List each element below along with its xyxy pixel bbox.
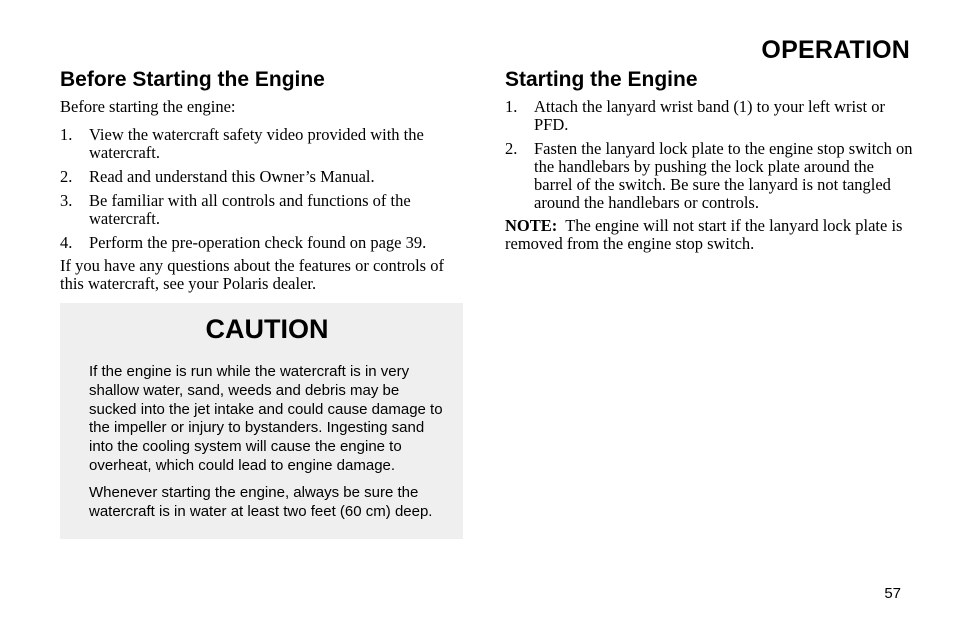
- page-number: 57: [884, 585, 901, 602]
- caution-title: CAUTION: [205, 314, 329, 344]
- note-body: The engine will not start if the lanyard lock plate is removed from the engine stop switch.: [505, 216, 903, 253]
- starting-steps: [505, 98, 913, 212]
- list-item: 1. Attach the lanyard wrist band (1) to your left wrist or PFD.: [505, 97, 885, 134]
- caution-paragraph: Whenever starting the engine, always be sure the watercraft is in water at least two feet (60 cm) deep.: [89, 483, 433, 520]
- closing-text: If you have any questions about the features or controls of this watercraft, see your Polaris dealer.: [60, 256, 444, 293]
- list-item: 2. Read and understand this Owner’s Manual.: [60, 167, 375, 186]
- caution-paragraph: If the engine is run while the watercraft is in very shallow water, sand, weeds and debris may be sucked into the jet intake and could cause damage to the impeller or injury to bystanders. Ingesting sand into the cooling system will cause the engine to overheat, which could lead to engine damage.: [89, 363, 443, 474]
- list-item: 4. Perform the pre-operation check found on page 39.: [60, 233, 427, 252]
- list-item: 1. View the watercraft safety video provided with the watercraft.: [60, 125, 424, 162]
- left-column: [60, 66, 468, 539]
- right-column: [505, 66, 913, 253]
- pre-start-steps: [60, 126, 468, 252]
- list-item: 3. Be familiar with all controls and functions of the watercraft.: [60, 191, 411, 228]
- section-header: OPERATION: [761, 36, 910, 64]
- caution-box: [60, 303, 463, 539]
- starting-engine-heading: Starting the Engine: [505, 68, 698, 91]
- before-starting-heading: Before Starting the Engine: [60, 68, 325, 91]
- intro-text: Before starting the engine:: [60, 97, 236, 116]
- list-item: 2. Fasten the lanyard lock plate to the engine stop switch on the handlebars by pushing the lock plate around the barrel of the switch. Be sure the lanyard is not tangled around the handlebars or controls.: [505, 139, 913, 212]
- note-label: NOTE:: [505, 216, 558, 235]
- note-text: [505, 217, 913, 253]
